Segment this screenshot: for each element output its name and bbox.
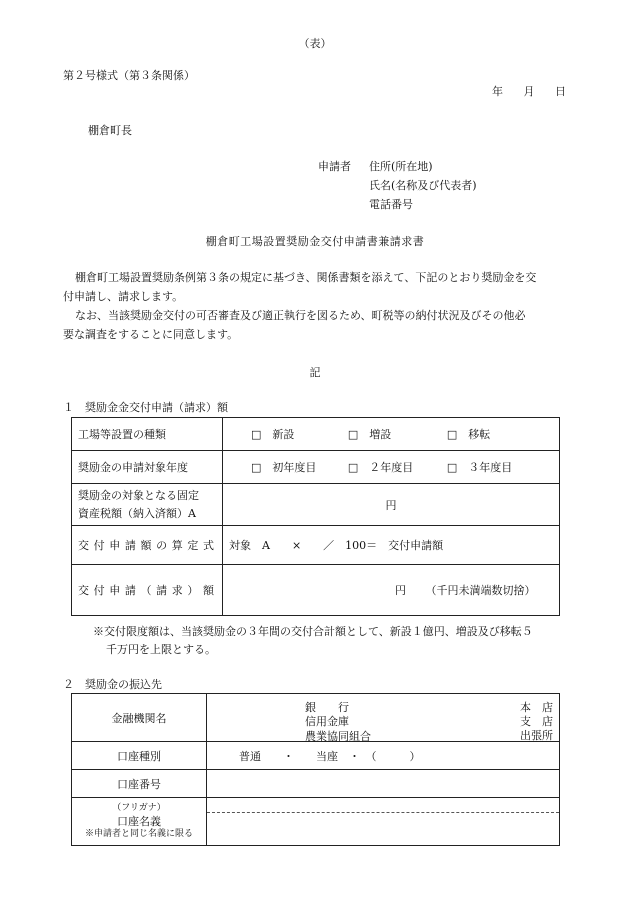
option-relocate[interactable]: □ 移転 — [446, 428, 491, 441]
option-new[interactable]: □ 新設 — [251, 428, 295, 441]
account-holder-label: （フリガナ） 口座名義 ※申請者と同じ名義に限る — [72, 798, 207, 846]
tax-amount-label: 奨励金の対象となる固定 資産税額（納入済額）A — [72, 484, 223, 526]
ki-mark: 記 — [309, 366, 321, 379]
section2-heading: ２ 奨励金の振込先 — [63, 678, 162, 691]
bank-transfer-table — [71, 693, 560, 846]
formula-label: 交付申請額の算定式 — [72, 526, 223, 565]
option-expand[interactable]: □ 増設 — [347, 428, 392, 441]
date-year: 年 — [492, 85, 503, 98]
applicant-name: 氏名(名称及び代表者) — [369, 179, 477, 192]
applicant-address: 住所(所在地) — [369, 160, 433, 173]
table-row — [72, 798, 560, 846]
target-year-options — [223, 451, 560, 484]
body-paragraph-2a: なお、当該奨励金交付の可否審査及び適正執行を図るため、町税等の納付状況及びその他必 — [75, 309, 526, 322]
table-row — [72, 526, 560, 565]
page-marker: （表） — [298, 37, 332, 50]
applicant-phone: 電話番号 — [369, 198, 413, 211]
table-row — [72, 694, 560, 742]
limit-note-b: 千万円を上限とする。 — [106, 643, 216, 656]
account-type-field[interactable]: 普通 ・ 当座 ・ （ ） — [207, 742, 560, 770]
application-amount-table — [71, 417, 560, 616]
facility-type-options — [223, 418, 560, 451]
request-amount-label: 交付申請（請求）額 — [72, 565, 223, 616]
furigana-input[interactable] — [207, 798, 559, 813]
body-paragraph-1b: 付申請し、請求します。 — [63, 290, 184, 303]
form-number: 第２号様式（第３条関係） — [63, 69, 195, 82]
tax-amount-field[interactable]: 円 — [223, 484, 560, 526]
target-year-label: 奨励金の申請対象年度 — [72, 451, 223, 484]
bank-name-field[interactable]: 銀 行 信用金庫 農業協同組合 本 店 支 店 出張所 — [207, 694, 560, 742]
option-year-2[interactable]: □ ２年度目 — [347, 461, 414, 474]
option-year-3[interactable]: □ ３年度目 — [446, 461, 513, 474]
table-row — [72, 418, 560, 451]
account-number-field[interactable] — [207, 770, 560, 798]
limit-note-a: ※交付限度額は、当該奨励金の３年間の交付合計額として、新設１億円、増設及び移転５ — [93, 625, 533, 638]
account-number-label: 口座番号 — [72, 770, 207, 798]
formula-field[interactable]: 対象 A × ／ 100＝ 交付申請額 — [223, 526, 560, 565]
table-row — [72, 742, 560, 770]
body-paragraph-2b: 要な調査をすることに同意します。 — [63, 328, 239, 341]
date-month: 月 — [523, 85, 535, 98]
section1-heading: １ 奨励金金交付申請（請求）額 — [63, 401, 228, 414]
request-amount-field[interactable]: 円 （千円未満端数切捨） — [223, 565, 560, 616]
document-title: 棚倉町工場設置奨励金交付申請書兼請求書 — [205, 235, 425, 248]
bank-name-label: 金融機関名 — [72, 694, 207, 742]
account-type-label: 口座種別 — [72, 742, 207, 770]
account-holder-field[interactable] — [207, 798, 560, 846]
option-year-1[interactable]: □ 初年度目 — [251, 461, 317, 474]
date-day: 日 — [555, 85, 566, 98]
table-row — [72, 451, 560, 484]
date-line — [492, 83, 566, 99]
table-row — [72, 770, 560, 798]
table-row — [72, 565, 560, 616]
facility-type-label: 工場等設置の種類 — [72, 418, 223, 451]
applicant-label: 申請者 — [318, 160, 351, 173]
table-row — [72, 484, 560, 526]
body-paragraph-1a: 棚倉町工場設置奨励条例第３条の規定に基づき、関係書類を添えて、下記のとおり奨励金を交 — [75, 271, 537, 284]
addressee: 棚倉町長 — [88, 124, 132, 137]
